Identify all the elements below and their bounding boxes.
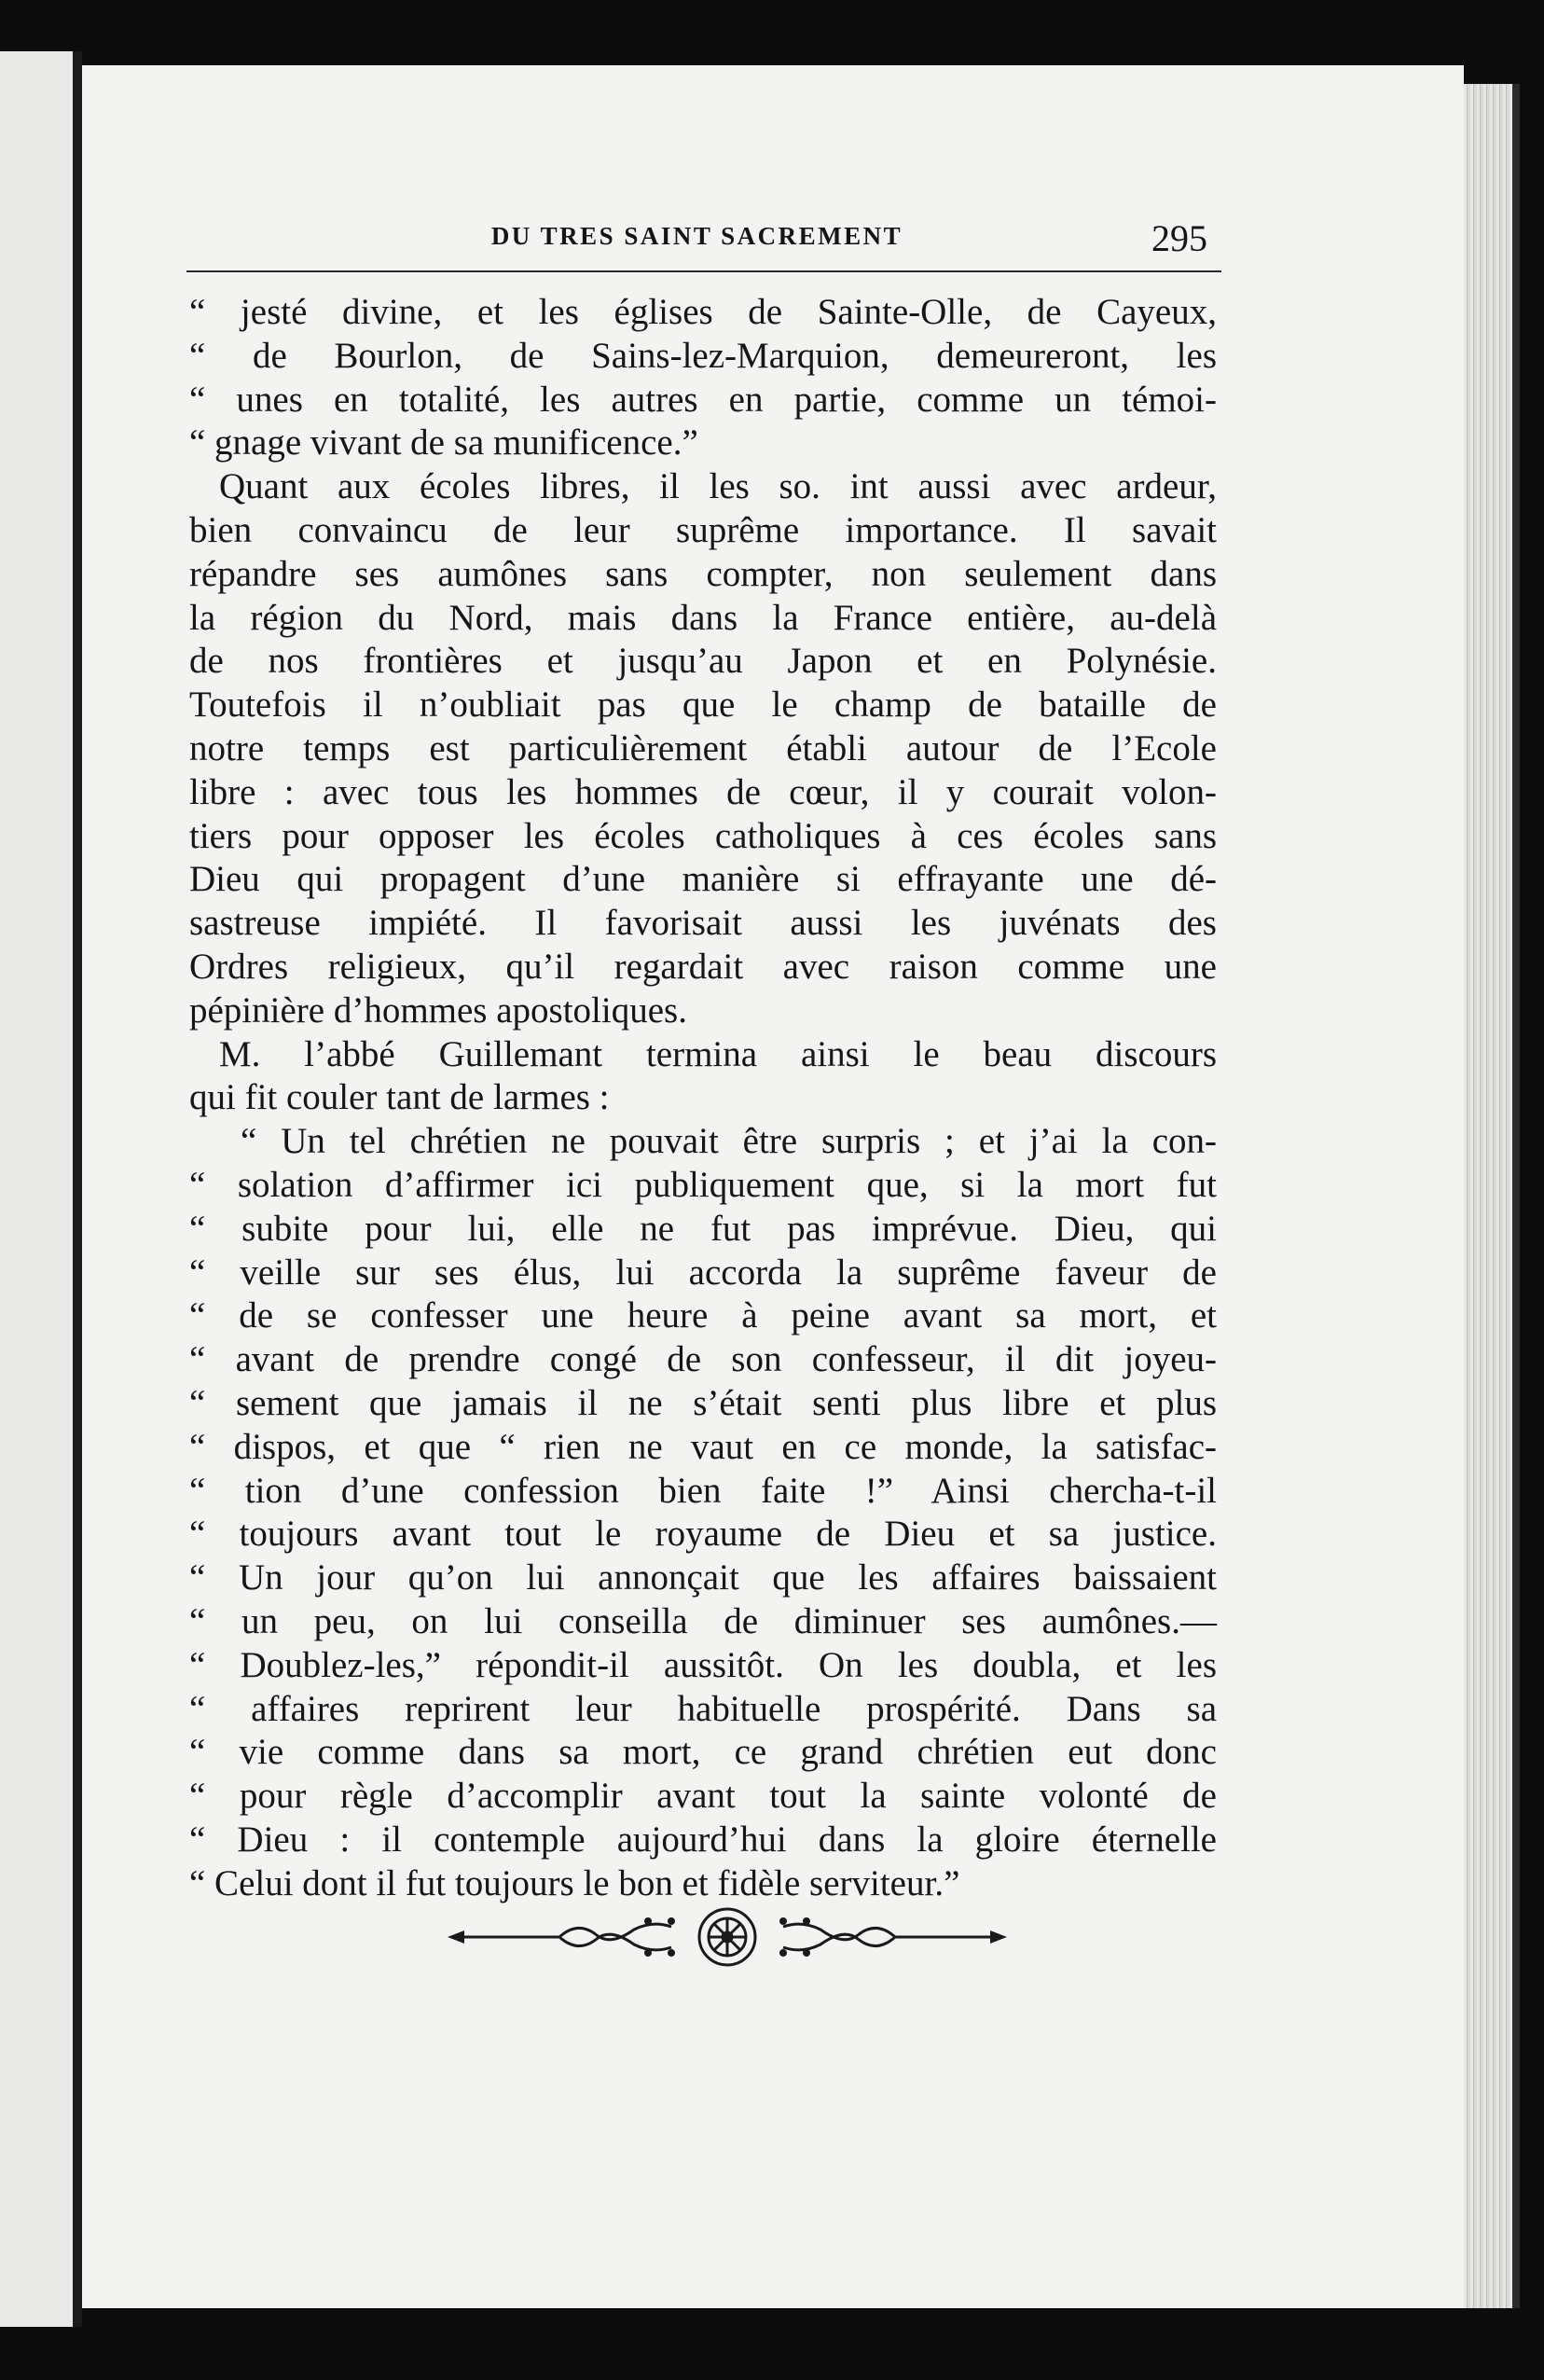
text-line: “ unes en totalité, les autres en partie, comme un témoi- <box>189 379 1217 420</box>
text-line: Toutefois il n’oubliait pas que le champ de bataille de <box>189 685 1217 726</box>
text-line: qui fit couler tant de larmes : <box>189 1077 610 1118</box>
text-line: Ordres religieux, qu’il regardait avec raison comme une <box>189 946 1217 987</box>
text-line: “ dispos, et que “ rien ne vaut en ce monde, la satisfac- <box>189 1426 1217 1467</box>
page-header <box>186 216 1207 263</box>
running-head: DU TRES SAINT SACREMENT <box>490 222 903 250</box>
header-rule <box>186 270 1221 272</box>
text-line: la région du Nord, mais dans la France entière, au-delà <box>189 597 1217 638</box>
text-line: “ gnage vivant de sa munificence.” <box>189 422 698 464</box>
text-line: Dieu qui propagent d’une manière si effrayante une dé- <box>189 859 1217 900</box>
text-line: bien convaincu de leur suprême importance. Il savait <box>189 509 1217 550</box>
text-line: “ Celui dont il fut toujours le bon et fidèle serviteur.” <box>189 1862 960 1903</box>
text-line: “ affaires reprirent leur habituelle prospérité. Dans sa <box>189 1688 1217 1729</box>
page-stack-shadow <box>1512 84 1520 2308</box>
text-line: répandre ses aumônes sans compter, non seulement dans <box>189 553 1217 594</box>
text-line: “ jesté divine, et les églises de Sainte-Olle, de Cayeux, <box>189 292 1217 332</box>
body-text <box>189 291 1217 1905</box>
text-line: “ Un jour qu’on lui annonçait que les affaires baissaient <box>189 1557 1217 1598</box>
text-line: notre temps est particulièrement établi autour de l’Ecole <box>189 727 1217 768</box>
text-line: pépinière d’hommes apostoliques. <box>189 989 687 1031</box>
text-line: Quant aux écoles libres, il les so. int aussi avec ardeur, <box>219 466 1217 507</box>
page-number: 295 <box>1151 217 1207 259</box>
text-line: sastreuse impiété. Il favorisait aussi les juvénats des <box>189 903 1217 944</box>
text-line: “ toujours avant tout le royaume de Dieu et sa justice. <box>189 1514 1217 1555</box>
text-line: “ Doublez-les,” répondit-il aussitôt. On les doubla, et les <box>189 1644 1217 1685</box>
text-line: “ vie comme dans sa mort, ce grand chrétien eut donc <box>189 1732 1217 1773</box>
gutter-shadow <box>73 51 82 2327</box>
text-line: “ pour règle d’accomplir avant tout la sainte volonté de <box>189 1776 1217 1817</box>
text-line: “ veille sur ses élus, lui accorda la suprême faveur de <box>189 1252 1217 1293</box>
text-line: de nos frontières et jusqu’au Japon et en Polynésie. <box>189 641 1217 682</box>
facing-page-edge <box>0 51 73 2327</box>
text-line: M. l’abbé Guillemant termina ainsi le beau discours <box>219 1033 1217 1074</box>
text-line: libre : avec tous les hommes de cœur, il y courait volon- <box>189 771 1217 812</box>
text-line: “ Un tel chrétien ne pouvait être surpris ; et j’ai la con- <box>241 1121 1217 1162</box>
text-line: “ de Bourlon, de Sains-lez-Marquion, demeureront, les <box>189 335 1217 376</box>
page-stack-edges <box>1464 84 1512 2308</box>
text-line: “ sement que jamais il ne s’était senti plus libre et plus <box>189 1382 1217 1423</box>
text-line: “ subite pour lui, elle ne fut pas imprévue. Dieu, qui <box>189 1208 1217 1249</box>
text-line: “ tion d’une confession bien faite !” Ainsi chercha-t-il <box>189 1470 1217 1511</box>
text-line: “ un peu, on lui conseilla de diminuer ses aumônes.— <box>189 1600 1217 1641</box>
text-line: “ solation d’affirmer ici publiquement que, si la mort fut <box>189 1164 1217 1205</box>
text-line: tiers pour opposer les écoles catholiques à ces écoles sans <box>189 815 1217 856</box>
text-line: “ avant de prendre congé de son confesseur, il dit joyeu- <box>189 1339 1217 1380</box>
text-line: “ de se confesser une heure à peine avant sa mort, et <box>189 1295 1217 1336</box>
text-line: “ Dieu : il contemple aujourd’hui dans la gloire éternelle <box>189 1819 1217 1860</box>
tailpiece-ornament-icon <box>448 1904 1007 1970</box>
